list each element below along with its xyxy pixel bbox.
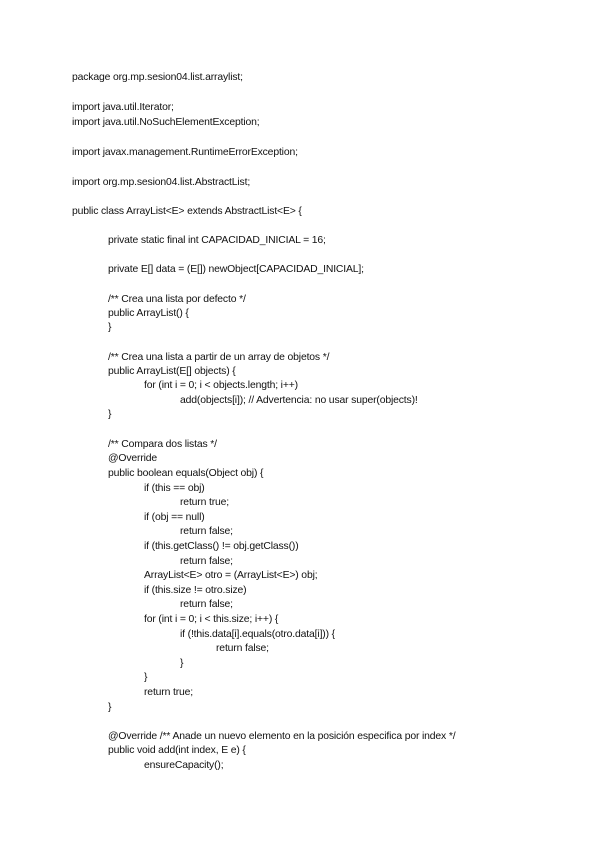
code-line: private static final int CAPACIDAD_INICIAL = 16;	[108, 235, 326, 246]
code-line: if (!this.data[i].equals(otro.data[i])) {	[180, 629, 335, 640]
code-line: public boolean equals(Object obj) {	[108, 468, 264, 479]
code-line: @Override	[108, 453, 158, 464]
code-line: for (int i = 0; i < objects.length; i++)	[144, 380, 298, 391]
code-line: private E[] data = (E[]) newObject[CAPACIDAD_INICIAL];	[108, 264, 364, 275]
code-line: ensureCapacity();	[144, 760, 224, 771]
code-line: public ArrayList() {	[108, 308, 189, 319]
code-line: import java.util.NoSuchElementException;	[72, 117, 260, 128]
code-line: if (this == obj)	[144, 483, 205, 494]
code-line: }	[108, 702, 112, 713]
code-line: ArrayList<E> otro = (ArrayList<E>) obj;	[144, 570, 318, 581]
code-line: return true;	[180, 497, 230, 508]
code-line: return false;	[180, 556, 233, 567]
code-line: import org.mp.sesion04.list.AbstractList;	[72, 177, 251, 188]
code-line: import javax.management.RuntimeErrorException;	[72, 147, 298, 158]
code-line: public class ArrayList<E> extends AbstractList<E> {	[72, 206, 302, 217]
code-line: }	[108, 409, 112, 420]
code-line: @Override /** Anade un nuevo elemento en la posición especifica por index */	[108, 731, 456, 742]
code-line: }	[144, 672, 148, 683]
code-line: if (this.getClass() != obj.getClass())	[144, 541, 299, 552]
code-line: for (int i = 0; i < this.size; i++) {	[144, 614, 279, 625]
code-line: return false;	[216, 643, 269, 654]
code-line: }	[180, 658, 184, 669]
code-line: /** Crea una lista a partir de un array de objetos */	[108, 352, 330, 363]
code-line: }	[108, 322, 112, 333]
code-line: return true;	[144, 687, 194, 698]
code-line: if (this.size != otro.size)	[144, 585, 247, 596]
code-line: import java.util.Iterator;	[72, 102, 174, 113]
code-line: if (obj == null)	[144, 512, 205, 523]
code-line: add(objects[i]); // Advertencia: no usar super(objects)!	[180, 395, 418, 406]
code-line: package org.mp.sesion04.list.arraylist;	[72, 72, 243, 83]
code-line: /** Crea una lista por defecto */	[108, 294, 246, 305]
code-line: return false;	[180, 526, 233, 537]
code-line: /** Compara dos listas */	[108, 439, 217, 450]
code-line: public void add(int index, E e) {	[108, 745, 246, 756]
code-line: public ArrayList(E[] objects) {	[108, 366, 236, 377]
code-line: return false;	[180, 599, 233, 610]
